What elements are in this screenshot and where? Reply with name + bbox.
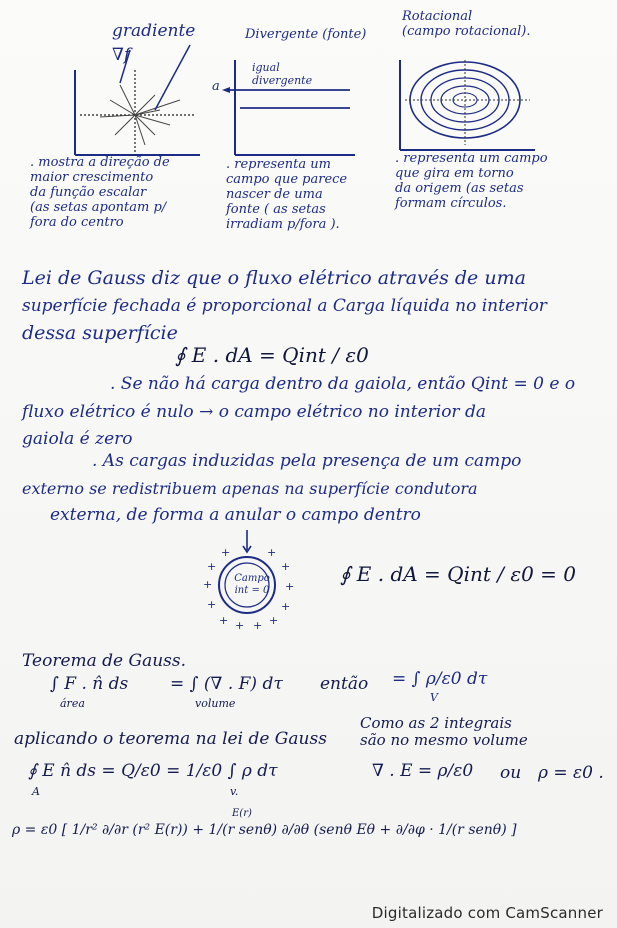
svg-text:+: + [203,578,213,591]
paragraph-line: . As cargas induzidas pela presença de um campo [92,451,522,471]
theorem-note-line: são no mesmo volume [360,731,528,750]
fig3-caption [395,152,548,212]
fig3-caption-line: formam círculos. [395,195,507,211]
fig1-caption-line: . mostra a direção de [30,155,170,170]
paragraph-line: . Se não há carga dentro da gaiola, então Qint = 0 e o [110,374,576,394]
theorem-note-or: ou [500,763,522,783]
cage-inner-label-line: int = 0 [234,584,270,596]
fig1-plot [60,55,205,160]
svg-text:+: + [207,560,217,573]
svg-text:+: + [219,614,229,627]
svg-text:+: + [207,598,217,611]
svg-text:+: + [285,580,295,593]
svg-text:+: + [267,546,277,559]
paragraph-line: externa, de forma a anular o campo dentro [50,504,421,525]
svg-text:+: + [281,560,291,573]
theorem-line2: ∮ E n̂ ds = Q/ε0 = 1/ε0 ∫ ρ dτ [28,761,278,781]
theorem-title: Teorema de Gauss. [22,651,187,671]
fig3-caption-line: que gira em torno [395,165,514,181]
fig2-plot-label-line: divergente [252,73,313,87]
fig3-title-line: (campo rotacional). [402,23,531,39]
svg-text:+: + [235,619,245,632]
fig1-label: gradiente [112,21,196,41]
cage-equation: ∮ E . dA = Qint / ε0 = 0 [340,562,576,586]
fig1-symbol: ∇f [112,45,131,65]
fig1-caption-line: da função escalar [30,184,147,200]
svg-text:+: + [281,600,291,613]
induced-charges-paragraph [22,452,607,525]
fig1-caption-line: fora do centro [30,214,124,230]
theorem-apply: aplicando o teorema na lei de Gauss [14,729,327,749]
fig3-title-line: Rotacional [402,9,473,24]
theorem-line1-left-sub: área [60,697,85,710]
theorem-line1-left: ∫ F . n̂ ds [50,674,129,694]
theorem-line1-right-sub: V [430,691,438,704]
svg-text:+: + [253,619,263,632]
fig2-caption-line: nascer de uma [226,186,323,202]
fig2-plot [220,60,360,160]
fig2-axis-label: a [212,79,220,94]
theorem-note-eq: ∇ . E = ρ/ε0 [372,761,474,781]
paragraph-line: dessa superfície [22,322,178,345]
cage-inner-label [232,573,272,596]
fig2-caption-line: fonte ( as setas [226,201,326,217]
theorem-line2-sub-right: v. [230,785,239,798]
svg-text:+: + [269,614,279,627]
theorem-line1-then: então [320,674,369,694]
fig1-caption [30,156,170,231]
paragraph-line: gaiola é zero [22,429,133,450]
fig3-caption-line: da origem (as setas [395,180,524,196]
camscanner-footer: Digitalizado com CamScanner [371,904,603,922]
fig2-caption-line: irradiam p/fora ). [226,216,340,232]
theorem-line1-mid-sub: volume [195,697,236,710]
fig1-caption-line: maior crescimento [30,169,154,185]
theorem-final-equation: ρ = ε0 [ 1/r² ∂/∂r (r² E(r)) + 1/(r senθ) ∂/∂θ (senθ Eθ + ∂/∂φ · 1/(r senθ) ] [12,822,517,838]
paragraph-line: superfície fechada é proporcional a Carga líquida no interior [22,295,547,316]
paragraph-line: fluxo elétrico é nulo → o campo elétrico no interior da [22,401,486,422]
fig2-caption-line: . representa um [226,157,331,172]
theorem-note-line: Como as 2 integrais [360,714,512,732]
gauss-law-equation: ∮ E . dA = Qint / ε0 [175,343,369,367]
theorem-line2-sub-left: A [32,785,40,798]
theorem-note [360,715,528,750]
fig2-caption [226,158,347,233]
fig3-plot [390,55,540,155]
paragraph-line: externo se redistribuem apenas na superfície condutora [22,478,478,498]
fig3-title [402,10,530,40]
fig2-plot-label-line: igual [252,61,280,74]
theorem-final-sup: E(r) [232,808,252,819]
fig3-caption-line: . representa um campo [395,151,548,166]
paragraph-line: Lei de Gauss diz que o fluxo elétrico através de uma [22,267,526,289]
gauss-law-paragraph [22,268,607,345]
cage-paragraph [22,375,607,450]
fig2-title: Divergente (fonte) [245,27,367,42]
theorem-line1-right: = ∫ ρ/ε0 dτ [392,669,488,689]
fig1-caption-line: (as setas apontam p/ [30,199,167,215]
theorem-line1-mid: = ∫ (∇ . F) dτ [170,674,283,694]
theorem-note-eq2: ρ = ε0 . [538,763,604,783]
svg-text:+: + [221,546,231,559]
cage-inner-label-line: Campo [234,573,270,584]
fig2-caption-line: campo que parece [226,171,348,187]
